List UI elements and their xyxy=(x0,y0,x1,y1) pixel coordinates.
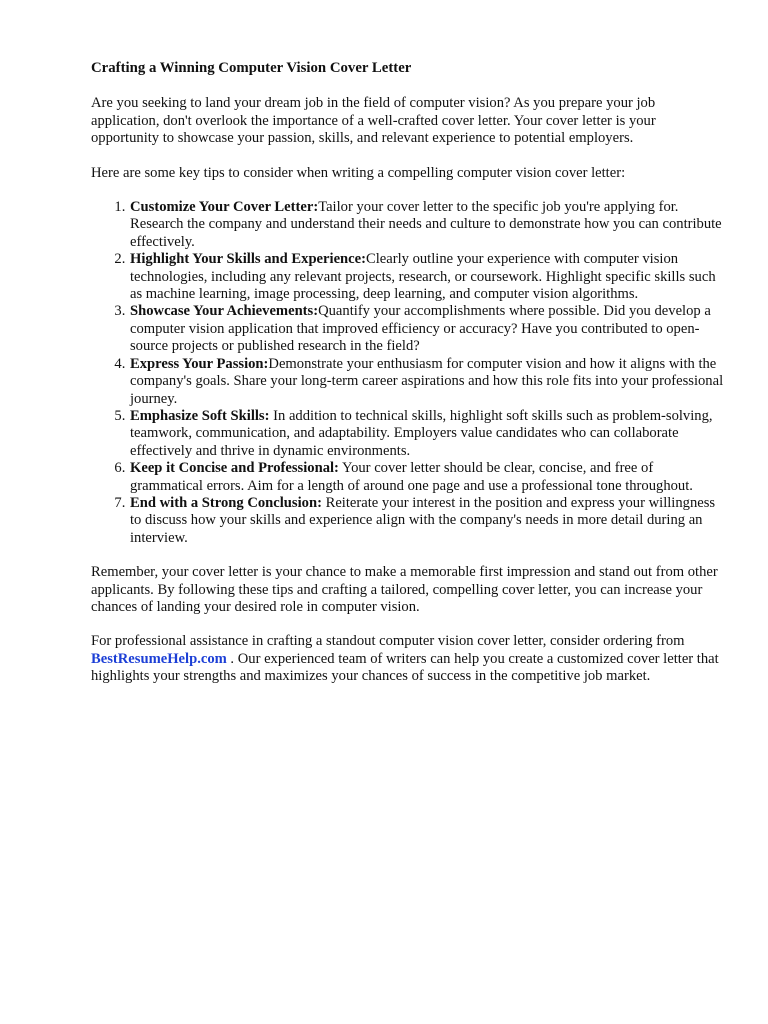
tip-text: Tailor your cover letter to the specific job you're applying for. Research the company and understand their needs and culture to demonstrate how you can contribute effectively. xyxy=(130,199,722,250)
cta-text-after: . Our experienced team of writers can help you create a customized cover letter that highlights your strengths and maximizes your chances of success in the competitive job market. xyxy=(91,650,719,685)
tip-text: Reiterate your interest in the position and express your willingness to discuss how your skills and experience align with the company's needs in more detail during an interview. xyxy=(130,494,716,546)
list-item xyxy=(129,495,727,547)
list-item xyxy=(129,408,727,460)
tips-intro-paragraph: Here are some key tips to consider when writing a compelling computer vision cover letter: xyxy=(91,164,626,181)
tip-heading: Keep it Concise and Professional: xyxy=(130,460,339,477)
list-item xyxy=(129,199,727,251)
tip-text: Clearly outline your experience with computer vision technologies, including any relevant projects, research, or coursework. Highlight specific skills such as machine learning, image processing, deep learning, and computer vision algorithms. xyxy=(130,251,716,303)
closing-paragraph: Remember, your cover letter is your chance to make a memorable first impression and stand out from other applicants. By following these tips and crafting a tailored, compelling cover letter, you can increase your chances of landing your desired role in computer vision. xyxy=(91,564,718,615)
tip-text: Your cover letter should be clear, concise, and free of grammatical errors. Aim for a length of around one page and use a professional tone throughout. xyxy=(130,460,693,494)
document-title: Crafting a Winning Computer Vision Cover Letter xyxy=(91,60,412,76)
document-page xyxy=(91,60,727,703)
list-item xyxy=(129,460,727,495)
list-item xyxy=(129,356,727,408)
tip-text: In addition to technical skills, highlight soft skills such as problem-solving, teamwork, communication, and adaptability. Employers value candidates who can collaborate effectively and thrive in dynamic environments. xyxy=(130,407,713,459)
cta-paragraph xyxy=(91,633,727,685)
tip-heading: Customize Your Cover Letter: xyxy=(130,199,319,216)
tip-text: Demonstrate your enthusiasm for computer vision and how it aligns with the company's goals. Share your long-term career aspirations and how this role fits into your professional journey. xyxy=(130,355,724,407)
best-resume-help-link[interactable]: BestResumeHelp.com xyxy=(91,650,227,667)
tip-heading: End with a Strong Conclusion: xyxy=(130,494,322,511)
intro-paragraph: Are you seeking to land your dream job in the field of computer vision? As you prepare your job application, don't overlook the importance of a well-crafted cover letter. Your cover letter is your opportunity to showcase your passion, skills, and relevant experience to potential employers. xyxy=(91,95,656,147)
tip-heading: Showcase Your Achievements: xyxy=(130,303,319,320)
cta-text-before: For professional assistance in crafting a standout computer vision cover letter, consider ordering from xyxy=(91,633,685,650)
tip-heading: Emphasize Soft Skills: xyxy=(130,407,270,424)
list-item xyxy=(129,251,727,303)
list-item xyxy=(129,303,727,355)
tip-heading: Express Your Passion: xyxy=(130,355,269,372)
tip-heading: Highlight Your Skills and Experience: xyxy=(130,251,366,268)
tip-text: Quantify your accomplishments where possible. Did you develop a computer vision application that improved efficiency or accuracy? Have you contributed to open-source projects or published research in the field? xyxy=(130,303,711,355)
tips-list xyxy=(91,199,727,547)
